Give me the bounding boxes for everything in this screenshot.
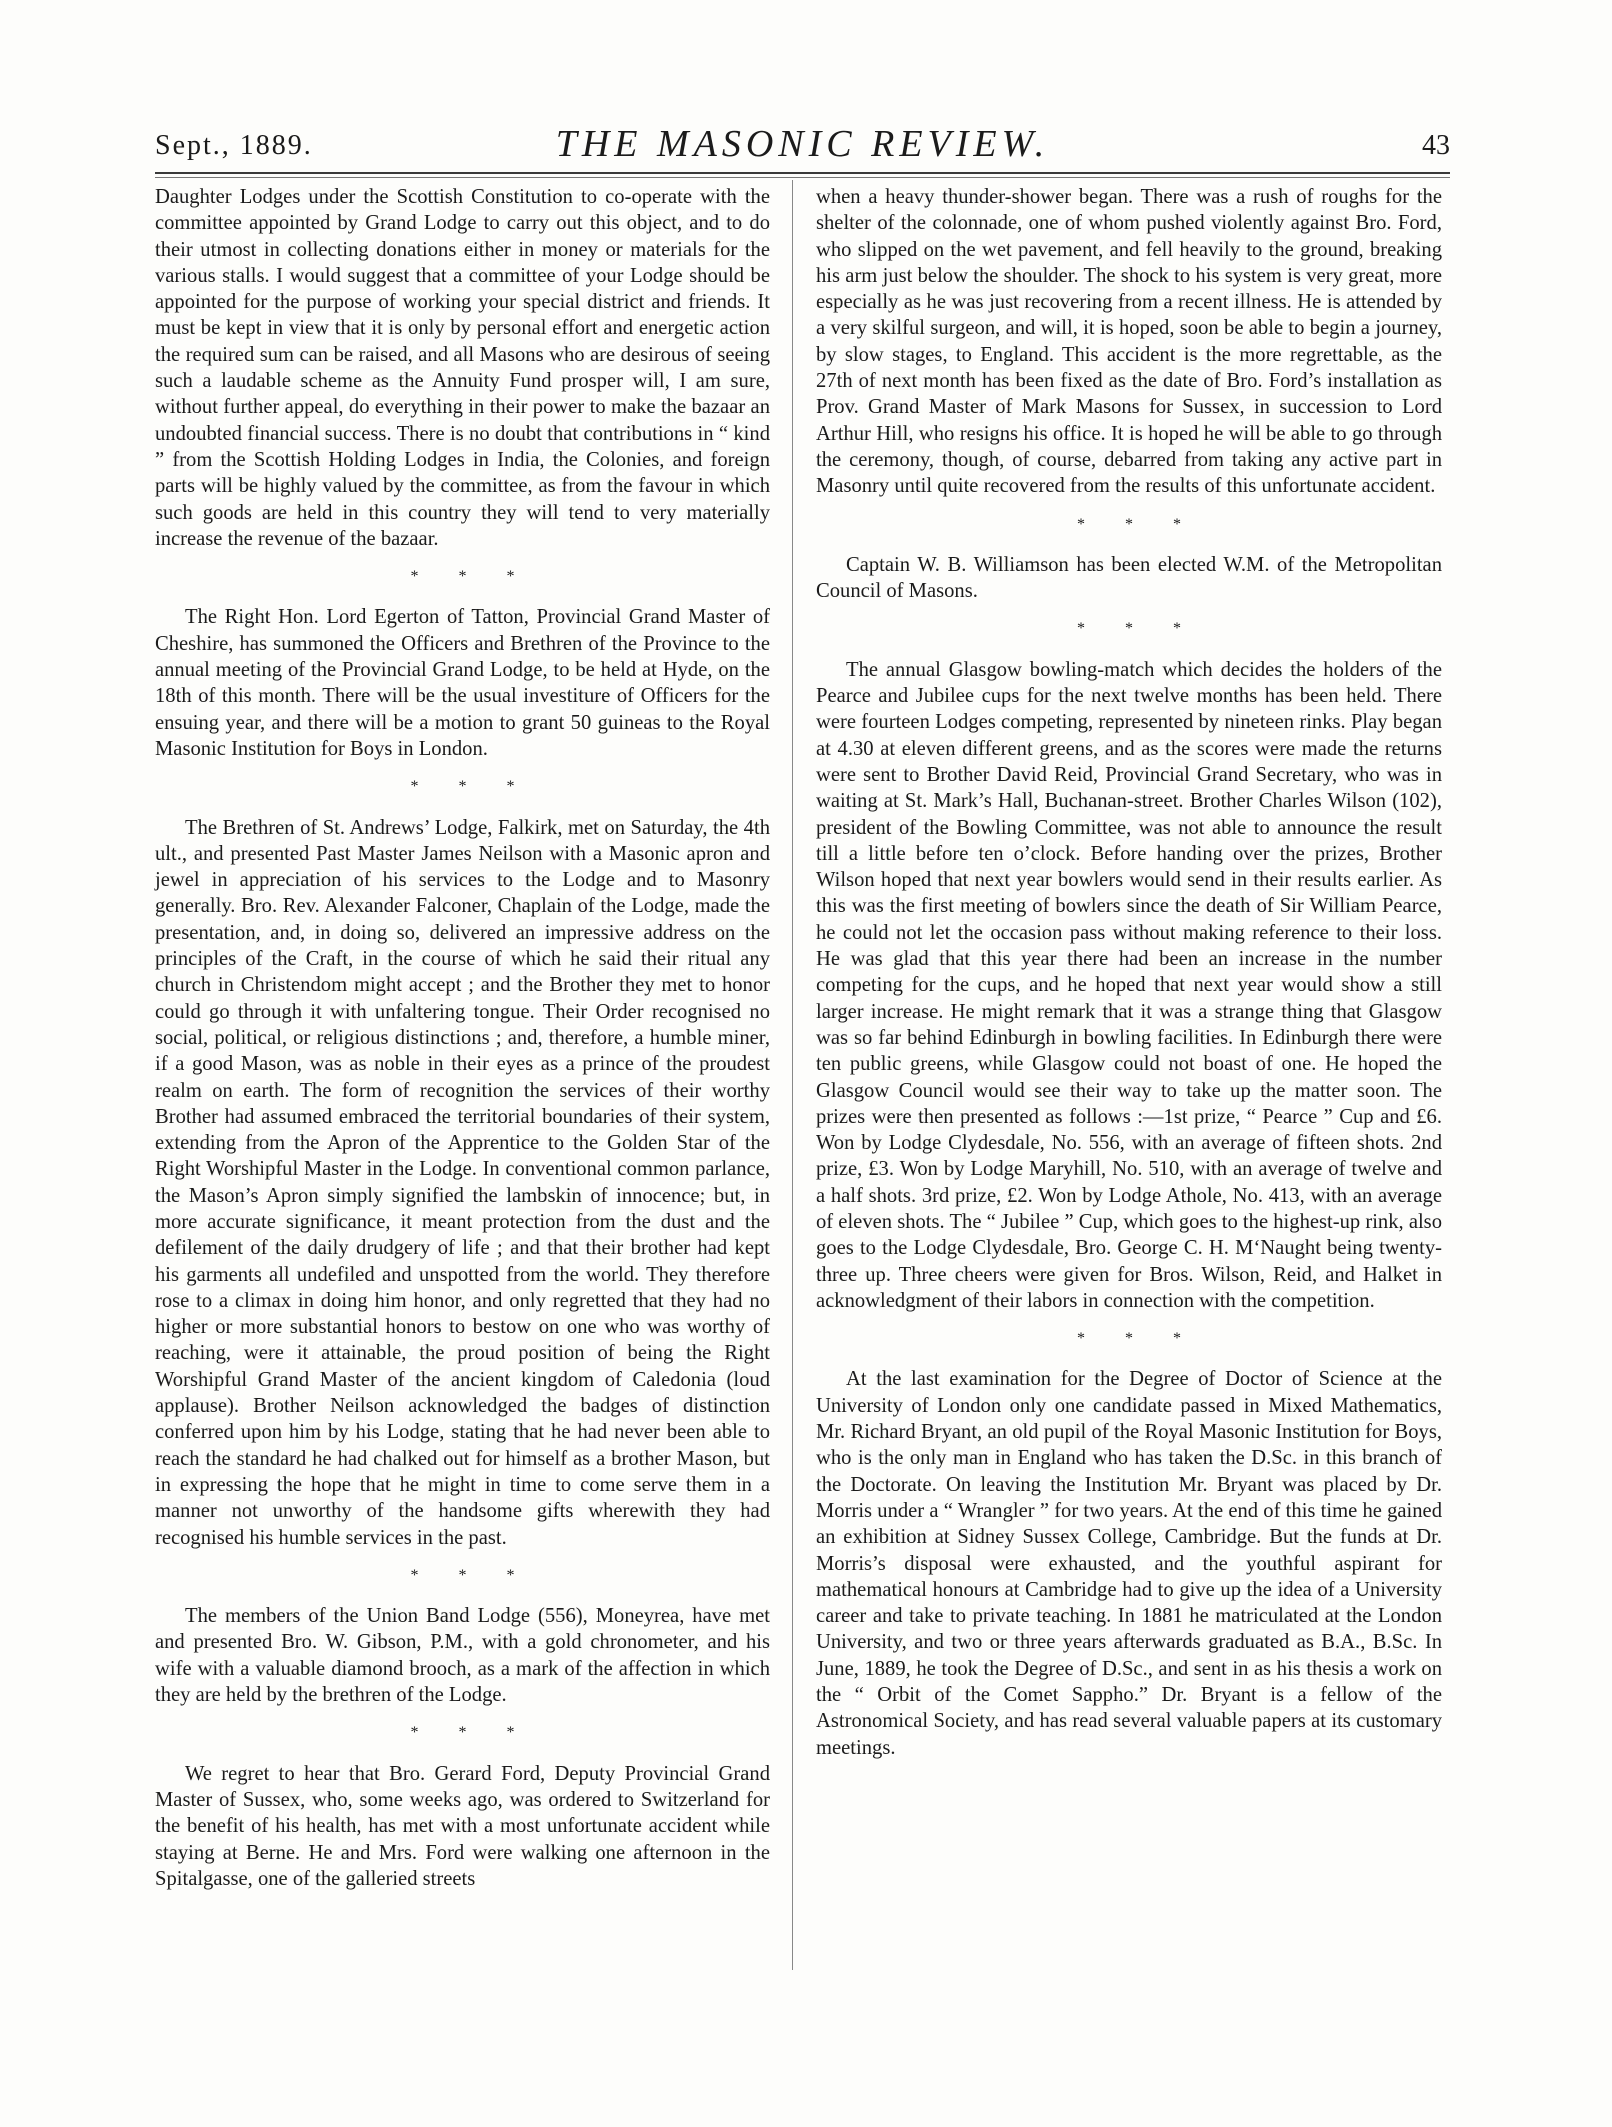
section-separator: * * * [1077, 620, 1199, 638]
column-divider [792, 180, 793, 1970]
page-number: 43 [1422, 130, 1450, 161]
issue-date: Sept., 1889. [155, 130, 313, 161]
article-williamson: Captain W. B. Williamson has been elected W.M. of the Metropolitan Council of Masons. [816, 553, 1442, 603]
header-rule-thick [155, 172, 1450, 174]
article-richard-bryant: At the last examination for the Degree of Doctor of Science at the University of London only one candidate passed in Mixed Mathematics, Mr. Richard Bryant, an old pupil of the Royal Masonic Institution for Boys, who is the only man in England who has taken the D.Sc. in this branch of the Doctorate. On leaving the Institution Mr. Bryant was placed by Dr. Morris under a “ Wrangler ” for two years. At the end of this time he gained an exhibition at Sidney Sussex College, Cambridge. But the funds at Dr. Morris’s disposal were exhausted, and the youthful aspirant for mathematical honours at Cambridge had to give up the idea of a University career and take to private teaching. In 1881 he matriculated at the London University, and two or three years afterwards graduated as B.A., B.Sc. In June, 1889, he took the Degree of D.Sc., and sent in as his thesis a work on the “ Orbit of the Comet Sappho.” Dr. Bryant is a fellow of the Astronomical Society, and has read several valuable papers at its customary meetings. [816, 1368, 1442, 1759]
section-separator: * * * [1077, 1330, 1199, 1348]
section-separator: * * * [410, 1724, 533, 1742]
article-union-band-lodge: The members of the Union Band Lodge (556), Moneyrea, have met and presented Bro. W. Gibson, P.M., with a gold chronometer, and his wife with a valuable diamond brooch, as a mark of the affection in which they are held by the brethren of the Lodge. [155, 1605, 770, 1707]
journal-title: THE MASONIC REVIEW. [555, 123, 1050, 165]
header-rule-thin [155, 177, 1450, 178]
section-separator: * * * [410, 778, 533, 796]
section-separator: * * * [1077, 515, 1199, 533]
article-st-andrews-lodge: The Brethren of St. Andrews’ Lodge, Falkirk, met on Saturday, the 4th ult., and presented Past Master James Neilson with a Masonic apron and jewel in appreciation of his services to the Lodge and to Masonry generally. Bro. Rev. Alexander Falconer, Chaplain of the Lodge, made the presentation, and, in doing so, delivered an impressive address on the principles of the Craft, in the course of which he said their ritual any church in Christendom might accept ; and the Brother they met to honor could go through it with unfaltering tongue. Their Order recognised no social, political, or religious distinctions ; and, therefore, a humble miner, if a good Mason, was as noble in their eyes as a prince of the proudest realm on earth. The form of recognition the services of their worthy Brother had assumed embraced the territorial boundaries of their system, extending from the Apron of the Apprentice to the Golden Star of the Right Worshipful Master in the Lodge. In conventional common parlance, the Mason’s Apron simply signified the lambskin of innocence; but, in more accurate significance, it meant protection from the dust and the defilement of the daily drudgery of life ; and that their brother had kept his garments all undefiled and unspotted from the world. They therefore rose to a climax in doing him honor, and only regretted that they had no higher or more substantial honors to bestow on one who was worthy of reaching, were it attainable, the proud position of being the Right Worshipful Grand Master of the ancient kingdom of Caledonia (loud applause). Brother Neilson acknowledged the badges of distinction conferred upon him by his Lodge, stating that he had never been able to reach the standard he had chalked out for himself as a brother Mason, but in expressing the hope that he might in time to come serve them in a manner not unworthy of the handsome gifts wherewith they had recognised his humble services in the past. [155, 816, 770, 1549]
running-header [155, 122, 1450, 172]
section-separator: * * * [410, 1566, 533, 1584]
article-continued-bazaar: Daughter Lodges under the Scottish Constitution to co-operate with the committee appointed by Grand Lodge to carry out this object, and to do their utmost in collecting donations either in money or materials for the various stalls. I would suggest that a committee of your Lodge should be appointed for the purpose of working your special district and friends. It must be kept in view that it is only by personal effort and energetic action the required sum can be raised, and all Masons who are desirous of seeing such a laudable scheme as the Annuity Fund prosper will, I am sure, without further appeal, do everything in their power to make the bazaar an undoubted financial success. There is no doubt that contributions in “ kind ” from the Scottish Holding Lodges in India, the Colonies, and foreign parts will be highly valued by the committee, as from the favour in which such goods are held in this country they will tend to very materially increase the revenue of the bazaar. [155, 186, 770, 550]
article-glasgow-bowling: The annual Glasgow bowling-match which decides the holders of the Pearce and Jubilee cups for the next twelve months has been held. There were fourteen Lodges competing, represented by nineteen rinks. Play began at 4.30 at eleven different greens, and as the scores were made the returns were sent to Brother David Reid, Provincial Grand Secretary, who was in waiting at St. Mark’s Hall, Buchanan-street. Brother Charles Wilson (102), president of the Bowling Committee, was not able to announce the result till a little before ten o’clock. Before handing over the prizes, Brother Wilson hoped that next year bowlers would send in their results earlier. As this was the first meeting of bowlers since the death of Sir William Pearce, he could not let the occasion pass without making reference to their loss. He was glad that this year there had been an increase in the number competing for the cups, and he hoped that next year would show a still larger increase. He might remark that it was a strange thing that Glasgow was so far behind Edinburgh in bowling facilities. In Edinburgh there were ten public greens, while Glasgow could not boast of one. He hoped the Glasgow Council would see their way to take up the matter soon. The prizes were then presented as follows :—1st prize, “ Pearce ” Cup and £6. Won by Lodge Clydesdale, No. 556, with an average of fifteen shots. 2nd prize, £3. Won by Lodge Maryhill, No. 510, with an average of twelve and a half shots. 3rd prize, £2. Won by Lodge Athole, No. 413, with an average of eleven shots. The “ Jubilee ” Cup, which goes to the highest-up rink, also goes to the Lodge Clydesdale, Bro. George C. H. M‘Naught being twenty-three up. Three cheers were given for Bros. Wilson, Reid, and Halket in acknowledgment of their labors in connection with the competition. [816, 658, 1442, 1312]
article-gerard-ford-continued: when a heavy thunder-shower began. There was a rush of roughs for the shelter of the colonnade, one of whom pushed violently against Bro. Ford, who slipped on the wet pavement, and fell heavily to the ground, breaking his arm just below the shoulder. The shock to his system is very great, more especially as he was just recovering from a recent illness. He is attended by a very skilful surgeon, and will, it is hoped, soon be able to begin a journey, by slow stages, to England. This accident is the more regrettable, as the 27th of next month has been fixed as the date of Bro. Ford’s installation as Prov. Grand Master of Mark Masons for Sussex, in succession to Lord Arthur Hill, who resigns his office. It is hoped he will be able to go through the ceremony, though, of course, debarred from taking any active part in Masonry until quite recovered from the results of this unfortunate accident. [816, 186, 1442, 498]
section-separator: * * * [410, 568, 533, 586]
article-lord-egerton: The Right Hon. Lord Egerton of Tatton, Provincial Grand Master of Cheshire, has summoned the Officers and Brethren of the Province to the annual meeting of the Provincial Grand Lodge, to be held at Hyde, on the 18th of this month. There will be the usual investiture of Officers for the ensuing year, and there will be a motion to grant 50 guineas to the Royal Masonic Institution for Boys in London. [155, 606, 770, 760]
left-column [155, 184, 770, 1892]
article-gerard-ford: We regret to hear that Bro. Gerard Ford, Deputy Provincial Grand Master of Sussex, who, some weeks ago, was ordered to Switzerland for the benefit of his health, has met with a most unfortunate accident while staying at Berne. He and Mrs. Ford were walking one afternoon in the Spitalgasse, one of the galleried streets [155, 1762, 770, 1890]
right-column [816, 184, 1442, 1761]
